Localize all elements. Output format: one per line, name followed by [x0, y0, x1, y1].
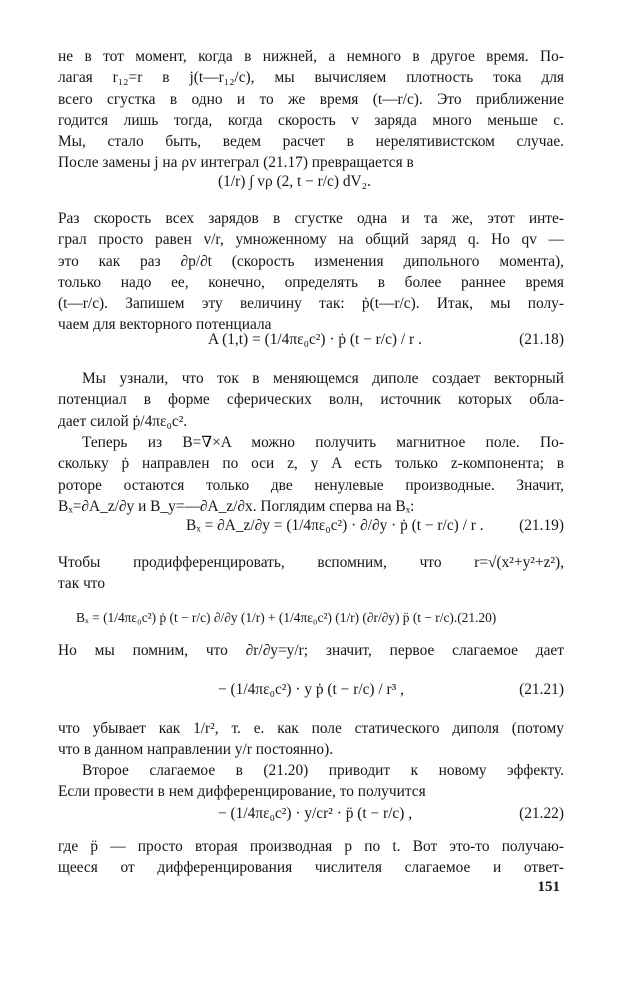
- text-line: только надо ее, конечно, определять в более раннее время: [58, 273, 564, 291]
- equation-number: (21.20): [457, 610, 497, 625]
- text-line: дает силой ṗ/4πε₀c².: [58, 412, 188, 430]
- equation-21-18: [58, 318, 564, 362]
- equation-lhs: −: [218, 805, 227, 822]
- equation-body: [218, 668, 404, 712]
- text-line: Но мы помним, что ∂r/∂y=y/r; значит, первое слагаемое дает: [58, 642, 564, 659]
- text-line: Мы, стало быть, ведем расчет в нерелятивистском случае.: [58, 133, 564, 151]
- text-line: не в тот момент, когда в нижней, а немного в другое время. По-: [58, 48, 564, 65]
- text-line: Чтобы продифференцировать, вспомним, что r=√(x²+y²+z²),: [58, 554, 564, 571]
- equation-lhs: A (1,t) =: [208, 331, 261, 348]
- equation-rhs: (1/4πε₀c²) · y/cr² · p̈ (t − r/c) ,: [230, 805, 413, 822]
- equation-body: [186, 504, 484, 548]
- paragraph-spherical-waves: [58, 368, 564, 432]
- text-line: После замены j на ρv интеграл (21.17) превращается в: [58, 154, 414, 172]
- text-line: это как раз ∂p/∂t (скорость изменения дипольного момента),: [58, 252, 564, 270]
- equation-body: (1/r) ∫ vρ (2, t − r/c) dV₂.: [218, 173, 371, 190]
- text-line: Если провести в нем дифференцирование, то получится: [58, 783, 426, 801]
- equation-number: (21.19): [519, 517, 564, 534]
- paragraph-differentiate: [58, 552, 564, 595]
- equation-lhs: Bₓ =: [76, 610, 100, 625]
- text-line: так что: [58, 575, 106, 593]
- text-line: где p̈ — просто вторая производная p по t. Вот это-то получаю-: [58, 838, 564, 855]
- equation-integral: [58, 160, 564, 204]
- equation-21-22: [58, 792, 564, 836]
- text-line: (t—r/c). Запишем эту величину так: ṗ(t—r/c). Итак, мы полу-: [58, 295, 564, 313]
- text-line: что убывает как 1/r², т. е. как поле статического диполя (потому: [58, 720, 564, 737]
- equation-21-21: [58, 668, 564, 712]
- text-line: Bₓ=∂A_z/∂y и B_y=—∂A_z/∂x. Поглядим сперва на Bₓ:: [58, 497, 415, 515]
- paragraph-second-derivative: [58, 836, 564, 879]
- equation-rhs: (1/4πε₀c²) ṗ (t − r/c) ∂/∂y (1/r) + (1/4πε₀c²) (1/r) (∂r/∂y) p̈ (t − r/c).: [103, 610, 458, 625]
- text-line: скольку ṗ направлен по оси z, у A есть только z-компонента; в: [58, 455, 564, 473]
- equation-rhs: (1/4πε₀c²) · ∂/∂y · ṗ (t − r/c) / r .: [286, 517, 484, 534]
- text-line: Раз скорость всех зарядов в сгустке одна и та же, этот инте-: [58, 210, 564, 227]
- paragraph-retardation: [58, 46, 564, 174]
- text-line: лагая r₁₂=r в j(t—r₁₂/c), мы вычисляем плотность тока для: [58, 69, 564, 87]
- equation-rhs: (1/4πε₀c²) · ṗ (t − r/c) / r .: [264, 331, 422, 348]
- equation-lhs: −: [218, 681, 227, 698]
- text-line: Мы узнали, что ток в меняющемся диполе создает векторный: [82, 370, 564, 387]
- text-line: Теперь из B=∇×A можно получить магнитное поле. По-: [82, 434, 564, 451]
- equation-lhs: Bₓ = ∂A_z/∂y =: [186, 517, 283, 534]
- equation-body: [218, 792, 412, 836]
- equation-body: [76, 596, 496, 640]
- text-line: что в данном направлении y/r постоянно).: [58, 741, 334, 759]
- text-line: потенциал в форме сферических волн, источник которых обла-: [58, 391, 564, 409]
- paragraph-dipole-moment: [58, 208, 564, 336]
- equation-number: (21.18): [519, 331, 564, 348]
- text-line: чаем для векторного потенциала: [58, 316, 272, 334]
- equation-21-20: [58, 596, 564, 640]
- paragraph-first-term: [58, 640, 564, 661]
- equation-rhs: (1/4πε₀c²) · y ṗ (t − r/c) / r³ ,: [230, 681, 404, 698]
- equation-number: (21.22): [519, 805, 564, 822]
- equation-number: (21.21): [519, 681, 564, 698]
- paragraph-static-dipole: [58, 718, 564, 761]
- text-line: годится лишь тогда, когда скорость v заряда много меньше c.: [58, 111, 564, 129]
- text-line: грал просто равен v/r, умноженному на общий заряд q. Но qv —: [58, 231, 564, 249]
- text-line: Второе слагаемое в (21.20) приводит к новому эффекту.: [82, 762, 564, 779]
- equation-21-19: [58, 504, 564, 548]
- text-line: всего сгустка в одно и то же время (t—r/c). Это приближение: [58, 90, 564, 108]
- page-number: 151: [537, 879, 560, 895]
- equation-body: [208, 318, 422, 362]
- text-line: щееся от дифференцирования числителя слагаемое и ответ-: [58, 859, 564, 877]
- text-line: роторе остаются только две ненулевые производные. Значит,: [58, 476, 564, 494]
